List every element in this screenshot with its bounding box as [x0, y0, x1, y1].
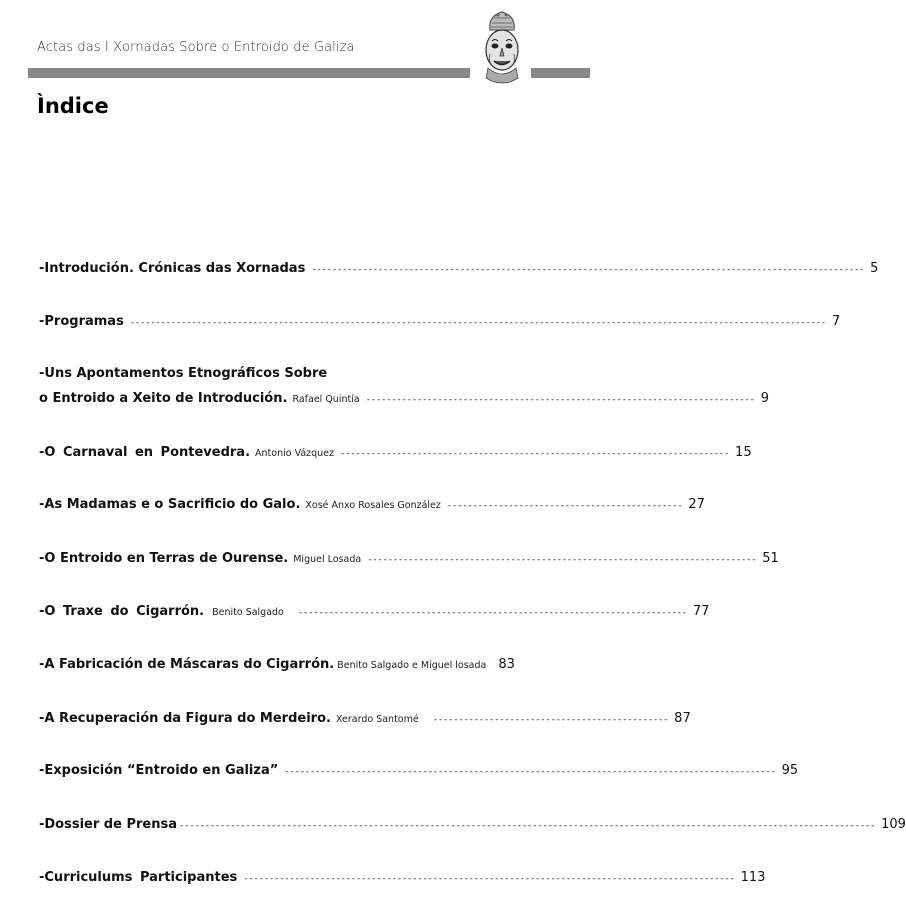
toc-entry[interactable]: [39, 817, 906, 837]
toc-entry-page: 7: [831, 314, 841, 329]
toc-entry-title: -O Traxe do Cigarrón.: [39, 604, 205, 619]
toc-entry[interactable]: [39, 391, 769, 411]
toc-entry-author: Xosé Anxo Rosales González: [305, 500, 441, 511]
toc-entry-title: -Curriculums Participantes: [39, 870, 238, 885]
toc-entry-page: 5: [870, 261, 879, 276]
toc-entry[interactable]: [39, 870, 766, 890]
toc-entry[interactable]: [39, 657, 515, 677]
toc-leader-dots: ----------------------------------------------: [432, 715, 669, 725]
toc-leader-dots: ----------------------------------------------------------------------------: [340, 449, 730, 459]
toc-entry[interactable]: [39, 497, 705, 517]
toc-entry-title: -As Madamas e o Sacrificio do Galo.: [39, 497, 301, 512]
toc-leader-dots: ----------------------------------------------------------------------------: [367, 555, 757, 565]
toc-entry-title: -A Recuperación da Figura do Merdeiro.: [39, 711, 331, 726]
toc-entry-title: -Programas: [39, 314, 124, 329]
toc-entry-title: -O Carnaval en Pontevedra.: [39, 445, 251, 460]
header-rule-right: [531, 68, 590, 78]
carnival-mask-logo-icon: [474, 8, 530, 88]
toc-entry-page: 87: [674, 711, 691, 726]
toc-entry-page: 95: [781, 763, 799, 778]
toc-entry-author: Miguel Losada: [293, 554, 362, 565]
toc-entry-page: 27: [688, 497, 705, 512]
toc-entry-title-line1: -Uns Apontamentos Etnográficos Sobre: [39, 366, 328, 381]
toc-entry[interactable]: [39, 763, 799, 783]
header-title: Actas das I Xornadas Sobre o Entroido de Galiza: [37, 40, 355, 55]
page-title: Ìndice: [37, 94, 109, 118]
toc-leader-dots: ----------------------------------------------: [446, 501, 683, 511]
toc-entry-author: Benito Salgado: [212, 607, 284, 618]
toc-entry-page: 83: [498, 657, 515, 672]
toc-entry-author: Benito Salgado e Miguel losada: [337, 660, 487, 671]
toc-entry-page: 113: [740, 870, 766, 885]
toc-leader-dots: ------------------------------------------------------------------------------------------------: [284, 767, 776, 777]
toc-entry[interactable]: [39, 261, 879, 281]
toc-leader-dots: ----------------------------------------------------------------------------: [365, 395, 755, 405]
toc-entry-title: -Introdución. Crónicas das Xornadas: [39, 261, 306, 276]
toc-entry-page: 9: [760, 391, 769, 406]
toc-entry-author: Rafael Quintía: [292, 394, 360, 405]
toc-entry-page: 77: [692, 604, 710, 619]
toc-leader-dots: ------------------------------------------------------------------------------------------------------------: [311, 265, 865, 275]
toc-entry-page: 109: [881, 817, 906, 832]
toc-entry-title: -Exposición “Entroido en Galiza”: [39, 763, 279, 778]
toc-entry-title: -O Entroido en Terras de Ourense.: [39, 551, 289, 566]
toc-entry-author: Xerardo Santomé: [335, 714, 419, 725]
toc-entry-page: 15: [735, 445, 752, 460]
toc-entry[interactable]: [39, 604, 710, 624]
toc-entry-title: -A Fabricación de Máscaras do Cigarrón.: [39, 657, 335, 672]
toc-entry[interactable]: [39, 445, 752, 465]
toc-entry-title: o Entroido a Xeito de Introdución.: [39, 391, 288, 406]
header-rule-left: [28, 68, 470, 78]
toc-leader-dots: ----------------------------------------------------------------------------------------------------------------------------------------: [129, 318, 826, 328]
toc-entry-author: Antonio Vázquez: [255, 448, 335, 459]
toc-entry[interactable]: [39, 314, 841, 334]
toc-entry-page: 51: [762, 551, 779, 566]
toc-entry[interactable]: [39, 711, 691, 731]
toc-entry-title: -Dossier de Prensa: [39, 817, 177, 832]
toc-leader-dots: ----------------------------------------------------------------------------------------------------------------------------------------: [178, 821, 876, 831]
toc-leader-dots: ------------------------------------------------------------------------------------------------: [243, 874, 735, 884]
toc-entry[interactable]: [39, 551, 779, 571]
toc-leader-dots: ----------------------------------------------------------------------------: [297, 608, 687, 618]
